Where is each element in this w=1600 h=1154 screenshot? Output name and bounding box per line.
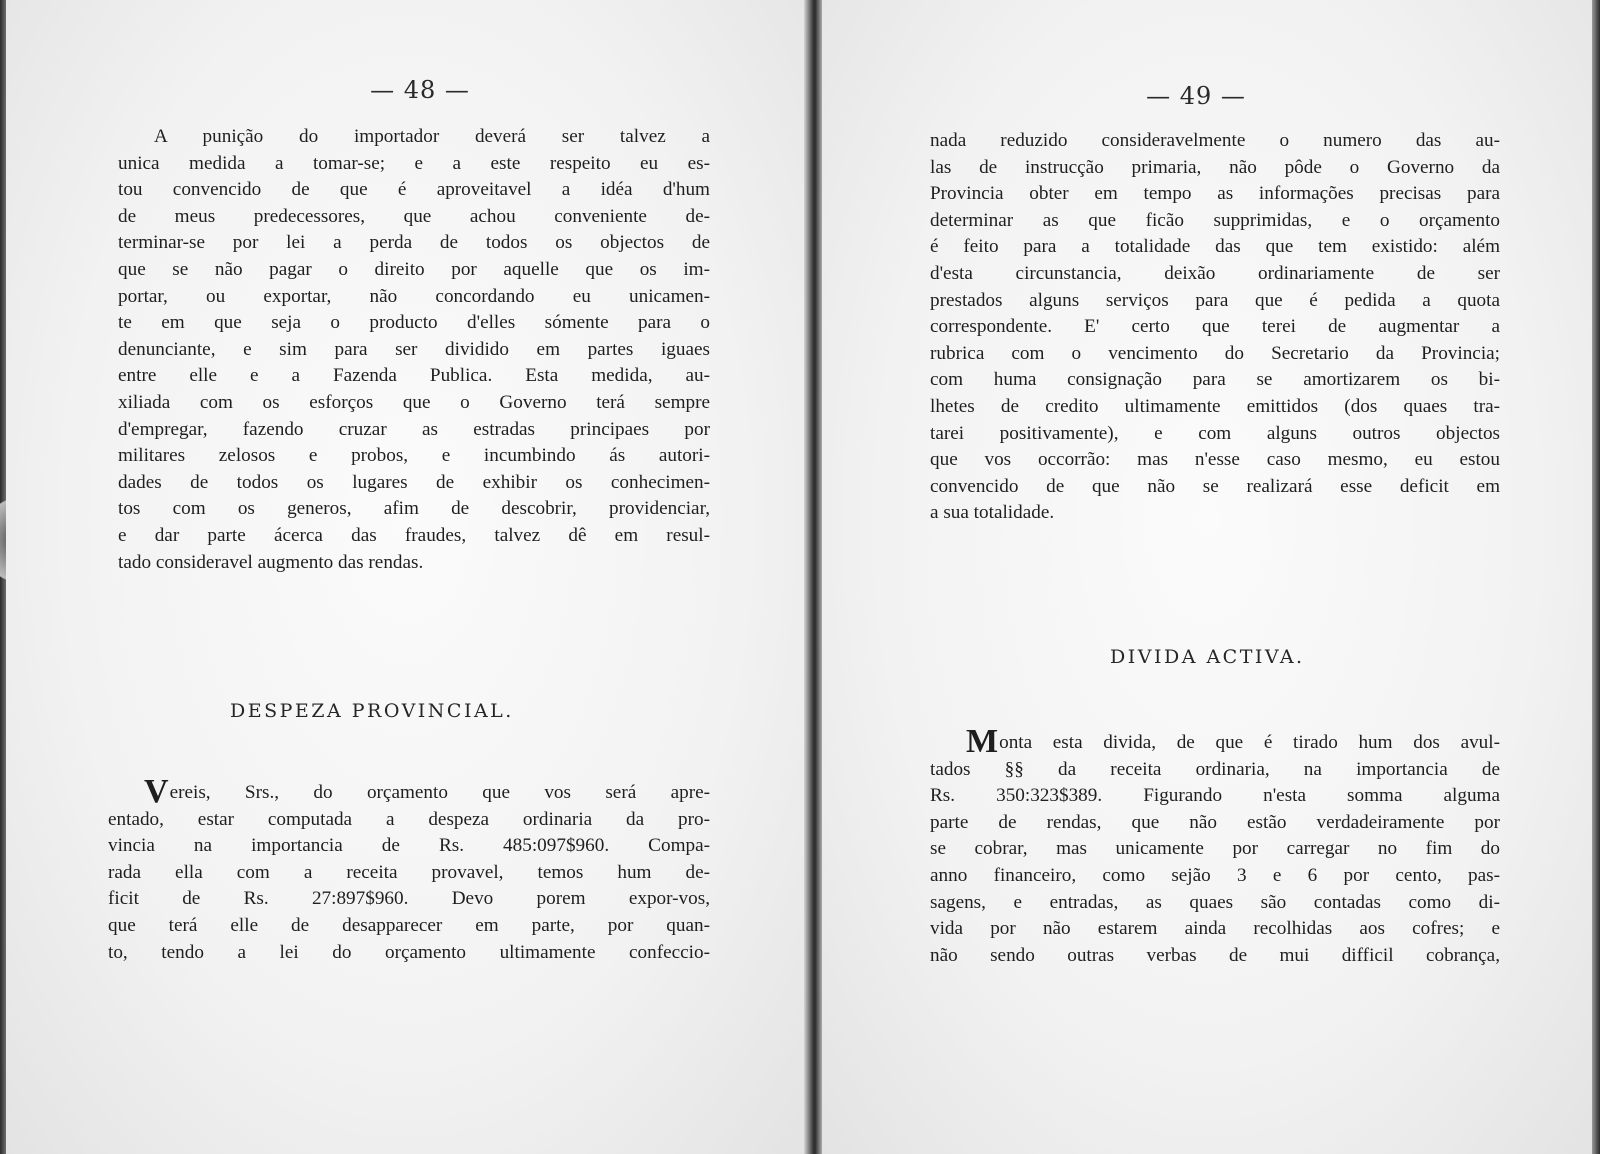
text-line: que vos occorrão: mas n'esse caso mesmo, eu estou — [930, 449, 1500, 471]
text-line: to, tendo a lei do orçamento ultimamente confeccio- — [108, 941, 710, 963]
text-line: prestados alguns serviços para que é pedida a quota — [930, 289, 1500, 311]
text-line: tado consideravel augmento das rendas. — [118, 551, 424, 573]
text-line: d'esta circunstancia, deixão ordinariamente de ser — [930, 262, 1500, 284]
text-line: xiliada com os esforços que o Governo terá sempre — [118, 391, 710, 413]
text-line — [108, 773, 710, 810]
text-line: portar, ou exportar, não concordando eu unicamen- — [118, 285, 710, 307]
page-number-left: — 48 — — [370, 76, 470, 104]
text-line: dades de todos os lugares de exhibir os conhecimen- — [118, 471, 710, 493]
text-line: las de instrucção primaria, não pôde o Governo da — [930, 156, 1500, 178]
text-line — [930, 723, 1500, 760]
text-line: anno financeiro, como sejão 3 e 6 por cento, pas- — [930, 864, 1500, 886]
text-line: tarei positivamente), e com alguns outros objectos — [930, 422, 1500, 444]
right-paragraph-continuation — [930, 128, 1500, 527]
text-line: rada ella com a receita provavel, temos hum de- — [108, 861, 710, 883]
text-line: de meus predecessores, que achou conveniente de- — [118, 205, 710, 227]
text-line: que terá elle de desapparecer em parte, por quan- — [108, 914, 710, 936]
text-line: correspondente. E' certo que terei de augmentar a — [930, 316, 1500, 338]
text-line: e dar parte ácerca das fraudes, talvez dê em resul- — [118, 524, 710, 546]
text-line: se cobrar, mas unicamente por carregar no fim do — [930, 838, 1500, 860]
drop-cap: M — [966, 723, 999, 760]
text-line-content: onta esta divida, de que é tirado hum dos avul- — [999, 732, 1500, 753]
text-line: convencido de que não se realizará esse deficit em — [930, 475, 1500, 497]
text-line: d'empregar, fazendo cruzar as estradas principaes por — [118, 418, 710, 440]
left-paragraph-despeza — [108, 773, 710, 966]
text-line: entre elle e a Fazenda Publica. Esta medida, au- — [118, 365, 710, 387]
text-line: tos com os generos, afim de descobrir, providenciar, — [118, 498, 710, 520]
text-line: ficit de Rs. 27:897$960. Devo porem expor-vos, — [108, 888, 710, 910]
text-line: vida por não estarem ainda recolhidas aos cofres; e — [930, 918, 1500, 940]
page-number-right: — 49 — — [1146, 82, 1246, 110]
text-line: entado, estar computada a despeza ordinaria da pro- — [108, 808, 710, 830]
text-line: a sua totalidade. — [930, 502, 1055, 524]
right-paragraph-divida — [930, 723, 1500, 969]
text-line: rubrica com o vencimento do Secretario da Provincia; — [930, 342, 1500, 364]
text-line: determinar as que ficão supprimidas, e o orçamento — [930, 209, 1500, 231]
text-line: A punição do importador deverá ser talvez a — [154, 126, 710, 147]
book-edge-right — [1592, 0, 1600, 1154]
text-line: nada reduzido consideravelmente o numero das au- — [930, 130, 1500, 151]
text-line: que se não pagar o direito por aquelle que os im- — [118, 258, 710, 280]
text-line: é feito para a totalidade das que tem existido: além — [930, 236, 1500, 258]
text-line: lhetes de credito ultimamente emittidos (dos quaes tra- — [930, 395, 1500, 417]
section-heading-despeza-provincial: DESPEZA PROVINCIAL. — [230, 700, 514, 722]
text-line: Provincia obter em tempo as informações precisas para — [930, 183, 1500, 205]
text-line: militares zelosos e probos, e incumbindo ás autori- — [118, 445, 710, 467]
text-line: terminar-se por lei a perda de todos os objectos de — [118, 232, 710, 254]
section-heading-divida-activa: DIVIDA ACTIVA. — [1110, 646, 1305, 668]
text-line: sagens, e entradas, as quaes são contadas como di- — [930, 891, 1500, 913]
text-line: não sendo outras verbas de mui difficil cobrança, — [930, 944, 1500, 966]
text-line: unica medida a tomar-se; e a este respeito eu es- — [118, 152, 710, 174]
text-line-content: ereis, Srs., do orçamento que vos será apre- — [169, 782, 710, 803]
text-line: denunciante, e sim para ser dividido em partes iguaes — [118, 338, 710, 360]
left-paragraph-punicao — [118, 124, 710, 576]
text-line: tados §§ da receita ordinaria, na importancia de — [930, 758, 1500, 780]
text-line: parte de rendas, que não estão verdadeiramente por — [930, 811, 1500, 833]
text-line: tou convencido de que é aproveitavel a idéa d'hum — [118, 179, 710, 201]
text-line: Rs. 350:323$389. Figurando n'esta somma alguma — [930, 785, 1500, 807]
text-line: vincia na importancia de Rs. 485:097$960. Compa- — [108, 835, 710, 857]
book-gutter — [804, 0, 824, 1154]
text-line: com huma consignação para se amortizarem os bi- — [930, 369, 1500, 391]
drop-cap: V — [144, 773, 169, 810]
text-line: te em que seja o producto d'elles sómente para o — [118, 312, 710, 334]
